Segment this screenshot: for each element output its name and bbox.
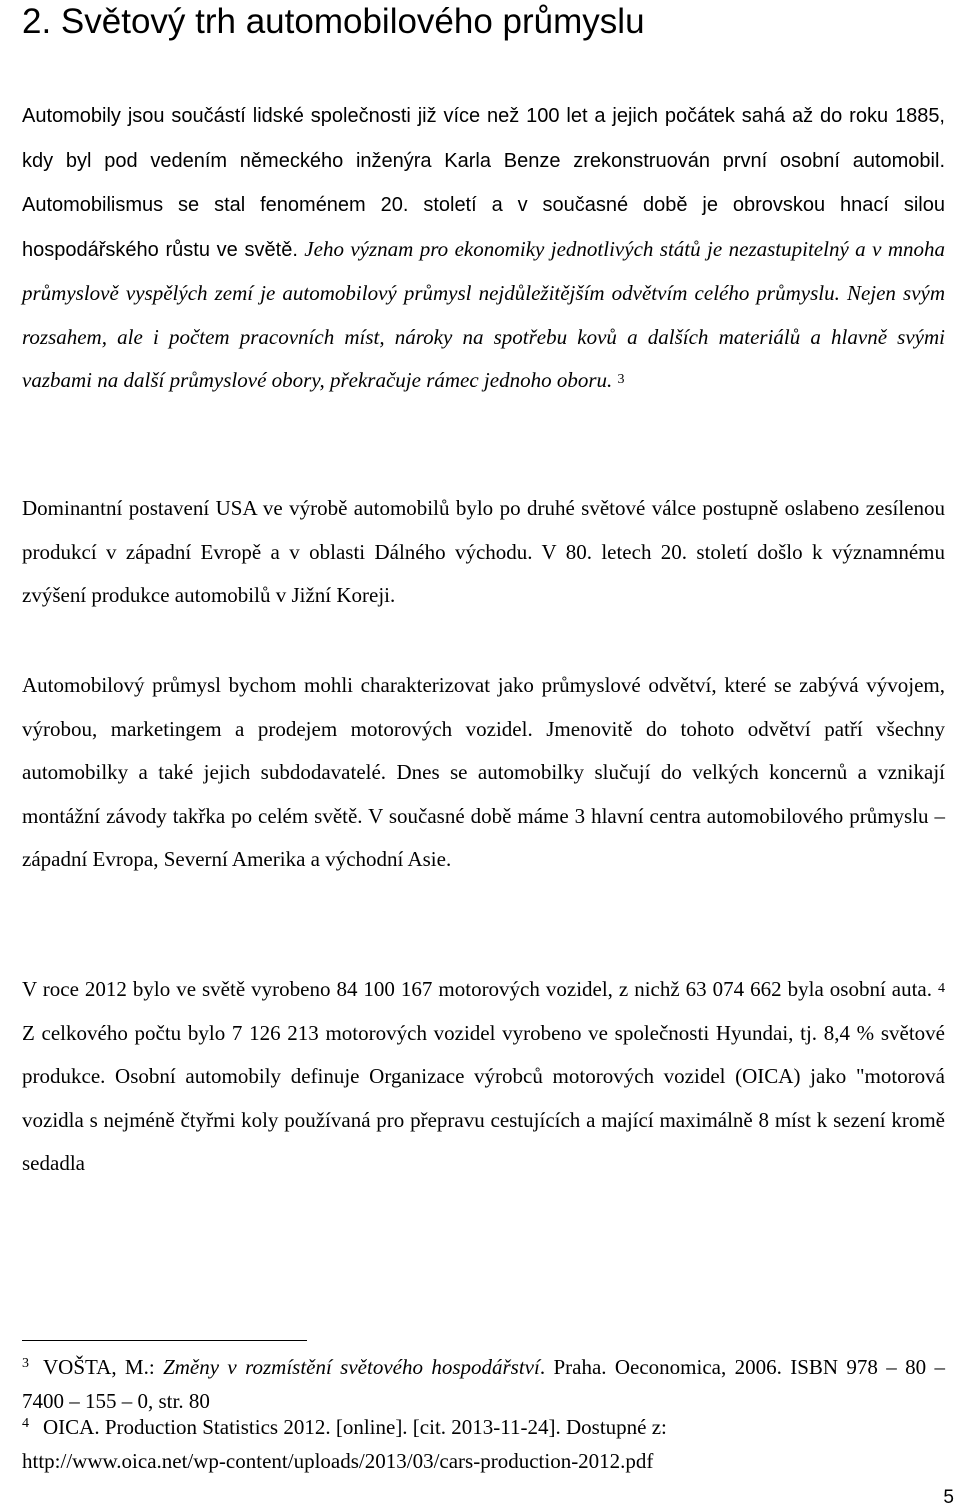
paragraph-industry: Automobilový průmysl bychom mohli charakterizovat jako průmyslové odvětví, které se zabývá vývojem, výrobou, marketingem a prodejem motorových vozidel. Jmenovitě do tohoto odvětví patří všechny automobilky a také jejich subdodavatelé. Dnes se automobilky slučují do velkých koncernů a vznikají montážní závody takřka po celém světě. V současné době máme 3 hlavní centra automobilového průmyslu – západní Evropa, Severní Amerika a východní Asie. <box>22 673 945 871</box>
paragraph-production-a: V roce 2012 bylo ve světě vyrobeno 84 100 167 motorových vozidel, z nichž 63 074 662 byla osobní auta. <box>22 977 932 1001</box>
paragraph-intro <box>22 94 945 403</box>
page-title: 2. Světový trh automobilového průmyslu <box>22 2 645 41</box>
footnote-ref-4: 4 <box>938 981 945 996</box>
footnote-separator <box>22 1340 307 1341</box>
paragraph-intro-italic: Jeho význam pro ekonomiky jednotlivých států je nezastupitelný a v mnoha průmyslově vyspělých zemí je automobilový průmysl nejdůležitějším odvětvím celého průmyslu. <box>22 236 946 305</box>
footnote-3-publisher: . Praha. Oeconomica, 2006. ISBN 978 – 80 – 7400 – 155 – 0, str. 80 <box>22 1355 945 1413</box>
paragraph-intro-plain: Automobily jsou součástí lidské společnosti již více než 100 let a jejich počátek sahá až do roku 1885, kdy byl pod vedením německého inženýra Karla Benze zrekonstruován první osobní automobil. Automobilismus se stal fenoménem 20. století a v současné době je obrovskou hnací silou hospodářského růstu ve světě. <box>22 105 945 261</box>
footnote-4 <box>22 1412 945 1476</box>
footnote-3-number: 3 <box>22 1356 29 1371</box>
page-number: 5 <box>943 1487 954 1508</box>
footnote-3-title: Změny v rozmístění světového hospodářství <box>163 1355 540 1379</box>
paragraph-production <box>22 968 945 1186</box>
footnote-3 <box>22 1352 945 1416</box>
footnote-3-author: VOŠTA, M.: <box>43 1355 164 1379</box>
paragraph-production-b: Z celkového počtu bylo 7 126 213 motorových vozidel vyrobeno ve společnosti Hyundai, tj. 8,4 % světové produkce. Osobní automobily definuje Organizace výrobců motorových vozidel (OICA) jako "motorová vozidla s nejméně čtyřmi koly používaná pro přepravu cestujících a mající maximálně 8 míst k sezení kromě sedadla <box>22 1020 945 1175</box>
footnote-ref-3: 3 <box>617 372 625 387</box>
paragraph-usa: Dominantní postavení USA ve výrobě automobilů bylo po druhé světové válce postupně oslabeno zesílenou produkcí v západní Evropě a v oblasti Dálného východu. V 80. letech 20. století došlo k významnému zvýšení produkce automobilů v Jižní Koreji. <box>22 496 945 607</box>
footnote-4-url[interactable]: http://www.oica.net/wp-content/uploads/2013/03/cars-production-2012.pdf <box>22 1449 654 1473</box>
footnote-4-text: OICA. Production Statistics 2012. [online]. [cit. 2013-11-24]. Dostupné z: <box>43 1415 667 1439</box>
footnote-4-number: 4 <box>22 1416 29 1431</box>
paragraph-intro-italic-2: Nejen svým rozsahem, ale i počtem pracovních míst, nároky na spotřebu kovů a dalších materiálů a hlavně svými vazbami na další průmyslové obory, překračuje rámec jednoho oboru. <box>22 281 946 392</box>
